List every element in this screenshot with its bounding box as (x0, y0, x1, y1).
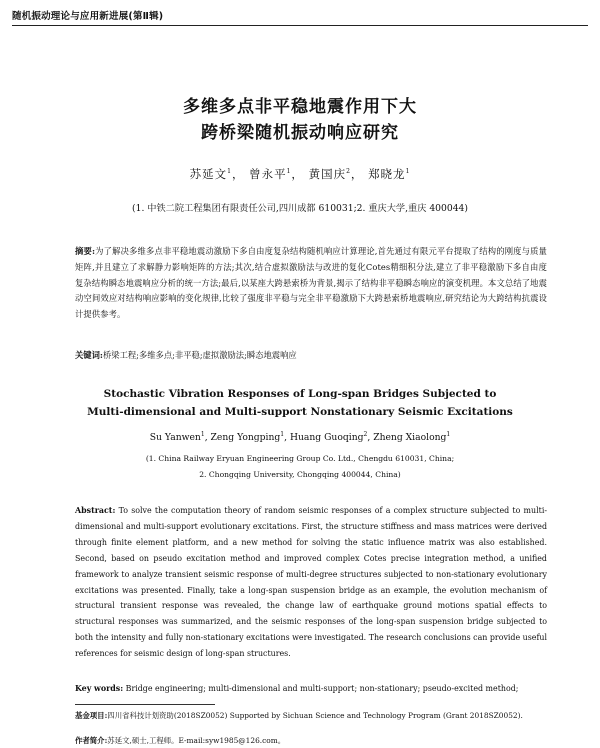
affiliation-en-line-1: (1. China Railway Eryuan Engineering Group Co. Ltd., Chengdu 610031, China; (145, 454, 455, 463)
abstract-cn-label: 摘要: (75, 246, 96, 256)
title-cn-line-1: 多维多点非平稳地震作用下大 (183, 97, 417, 117)
author-cn-1: 苏延文$^1$ (189, 167, 232, 181)
footnote-author-bio (75, 735, 547, 748)
abstract-en (75, 503, 547, 662)
authors-en: Su Yanwen$^1$, Zeng Yongping$^1$, Huang Guoqing$^2$, Zheng Xiaolong$^1$ (149, 430, 451, 443)
author-cn-2: 曾永平$^1$ (249, 167, 292, 181)
author-cn-3: 黄国庆$^2$ (308, 167, 351, 181)
abstract-cn (75, 244, 547, 323)
author-en-4: Zheng Xiaolong$^1$ (373, 430, 451, 443)
keywords-en-label: Key words: (75, 684, 124, 693)
footnote-author-label: 作者简介: (75, 736, 108, 745)
abstract-en-label: Abstract: (75, 506, 116, 515)
title-cn-line-2: 跨桥梁随机振动响应研究 (201, 123, 399, 143)
footnote-funding-label: 基金项目: (75, 711, 108, 720)
keywords-cn-label: 关键词: (75, 350, 103, 360)
title-en-line-2: Multi-dimensional and Multi-support Nonstationary Seismic Excitations (87, 406, 513, 418)
footnote-funding (75, 710, 547, 723)
abstract-en-text: To solve the computation theory of random seismic responses of a complex structure subjected to multi-dimensional and multi-support evolutionary excitations. First, the structure stiffness and mass matrices were derived through finite element platform, and a new method for solving the static influence matrix was also established. Second, based on pseudo excitation method and improved complex Cotes precise integration method, a unified framework to analyze transient seismic response of multi-degree structures subjected to non-stationary evolutionary excitations was presented. Finally, take a long-span suspension bridge as an example, the evolution mechanism of structural transient response was revealed, the change law of earthquake ground motions spatial effects to structural responses was summarized, and the seismic responses of the long-span suspension bridge subjected to both the intensity and fully non-stationary excitations were investigated. The research conclusions can provide useful references for seismic design of long-span structures. (75, 506, 548, 659)
author-en-3: Huang Guoqing$^2$ (289, 430, 368, 443)
author-en-2: Zeng Yongping$^1$ (210, 430, 285, 443)
keywords-en-text: Bridge engineering; multi-dimensional and multi-support; non-stationary; pseudo-excited method; (125, 684, 519, 693)
affiliation-en-line-2: 2. Chongqing University, Chongqing 400044, China) (199, 470, 401, 479)
running-header: 随机振动理论与应用新进展(第Ⅱ辑) (12, 11, 164, 22)
footnote-author-text: 苏延文,硕士,工程师。E-mail:syw1985@126.com。 (107, 736, 286, 745)
keywords-cn (75, 348, 547, 364)
author-en-1: Su Yanwen$^1$ (149, 430, 205, 443)
affiliation-cn: (1. 中铁二院工程集团有限责任公司,四川成都 610031;2. 重庆大学,重庆 400044) (132, 203, 468, 214)
keywords-cn-text: 桥梁工程;多维多点;非平稳;虚拟激励法;瞬态地震响应 (102, 350, 297, 360)
footnote-funding-text: 四川省科技计划资助(2018SZ0052) Supported by Sichuan Science and Technology Program (Grant 2018SZ0052). (107, 711, 523, 720)
header-rule (12, 25, 588, 26)
keywords-en (75, 681, 547, 696)
title-en-line-1: Stochastic Vibration Responses of Long-span Bridges Subjected to (103, 388, 497, 400)
authors-cn: 苏延文$^1$， 曾永平$^1$， 黄国庆$^2$， 郑晓龙$^1$ (189, 167, 411, 181)
abstract-cn-text: 为了解决多维多点非平稳地震动激励下多自由度复杂结构随机响应计算理论,首先通过有限元平台提取了结构的刚度与质量矩阵,并且建立了求解静力影响矩阵的方法;其次,结合虚拟激励法与改进的复化Cotes精细积分法,建立了非平稳激励下多自由度复杂结构瞬态地震响应分析的统一方法;最后,以某座大跨悬索桥为背景,揭示了结构非平稳瞬态响应的演变机理。本文总结了地震动空间效应对结构响应影响的变化规律,比较了强度非平稳与完全非平稳激励下大跨悬索桥地震响应,研究结论为大跨结构抗震设计提供参考。 (75, 246, 547, 320)
footnote-rule (75, 704, 215, 705)
author-cn-4: 郑晓龙$^1$ (368, 167, 411, 181)
